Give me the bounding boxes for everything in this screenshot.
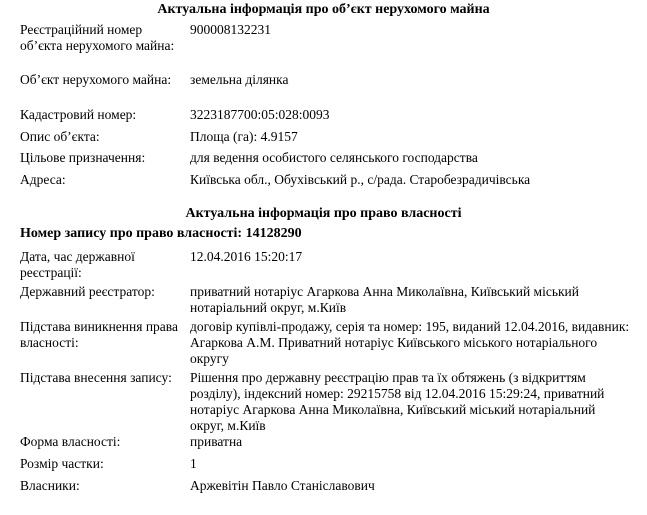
field-value: для ведення особистого селянського господарства	[190, 150, 478, 165]
ownership-section-title: Актуальна інформація про право власності	[185, 206, 462, 221]
field-value: приватний нотаріус Агаркова Анна Миколаївна, Київський міський нотаріальний округ, м.Київ	[190, 284, 579, 315]
field-value: земельна ділянка	[190, 72, 289, 87]
field-label: Форма власності:	[20, 434, 121, 449]
field-value: договір купівлі-продажу, серія та номер: 195, виданий 12.04.2016, видавник: Агаркова А.М. Приватний нотаріус Київського міського нотаріального округу	[190, 319, 630, 366]
field-label: Державний реєстратор:	[20, 284, 155, 299]
field-label: Розмір частки:	[20, 456, 104, 471]
field-value: приватна	[190, 434, 243, 449]
field-label: Цільове призначення:	[20, 150, 146, 165]
record-number-heading: Номер запису про право власності: 14128290	[20, 226, 302, 241]
field-label: Дата, час державної реєстрації:	[20, 249, 135, 280]
field-label: Адреса:	[20, 172, 66, 187]
field-value: Аржевітін Павло Станіславович	[190, 478, 375, 493]
field-label: Опис об’єкта:	[20, 129, 100, 144]
field-label: Реєстраційний номер об’єкта нерухомого майна:	[20, 22, 175, 53]
field-value: Київська обл., Обухівський р., с/рада. Старобезрадичівська	[190, 172, 531, 187]
field-value: 3223187700:05:028:0093	[190, 107, 330, 122]
field-label: Об’єкт нерухомого майна:	[20, 72, 172, 87]
field-value: 12.04.2016 15:20:17	[190, 249, 303, 264]
field-label: Підстава внесення запису:	[20, 370, 172, 385]
field-label: Кадастровий номер:	[20, 107, 137, 122]
field-value: Площа (га): 4.9157	[190, 129, 298, 144]
field-value: 900008132231	[190, 22, 271, 37]
field-label: Власники:	[20, 478, 80, 493]
field-value: Рішення про державну реєстрацію прав та їх обтяжень (з відкриттям розділу), індексний номер: 29215758 від 12.04.2016 15:29:24, приватний нотаріус Агаркова Анна Миколаївна, Київський міський нотаріальний округ, м.Київ	[190, 370, 605, 433]
field-value: 1	[190, 456, 197, 471]
field-label: Підстава виникнення права власності:	[20, 319, 178, 350]
object-section-title: Актуальна інформація про об’єкт нерухомого майна	[157, 2, 490, 17]
